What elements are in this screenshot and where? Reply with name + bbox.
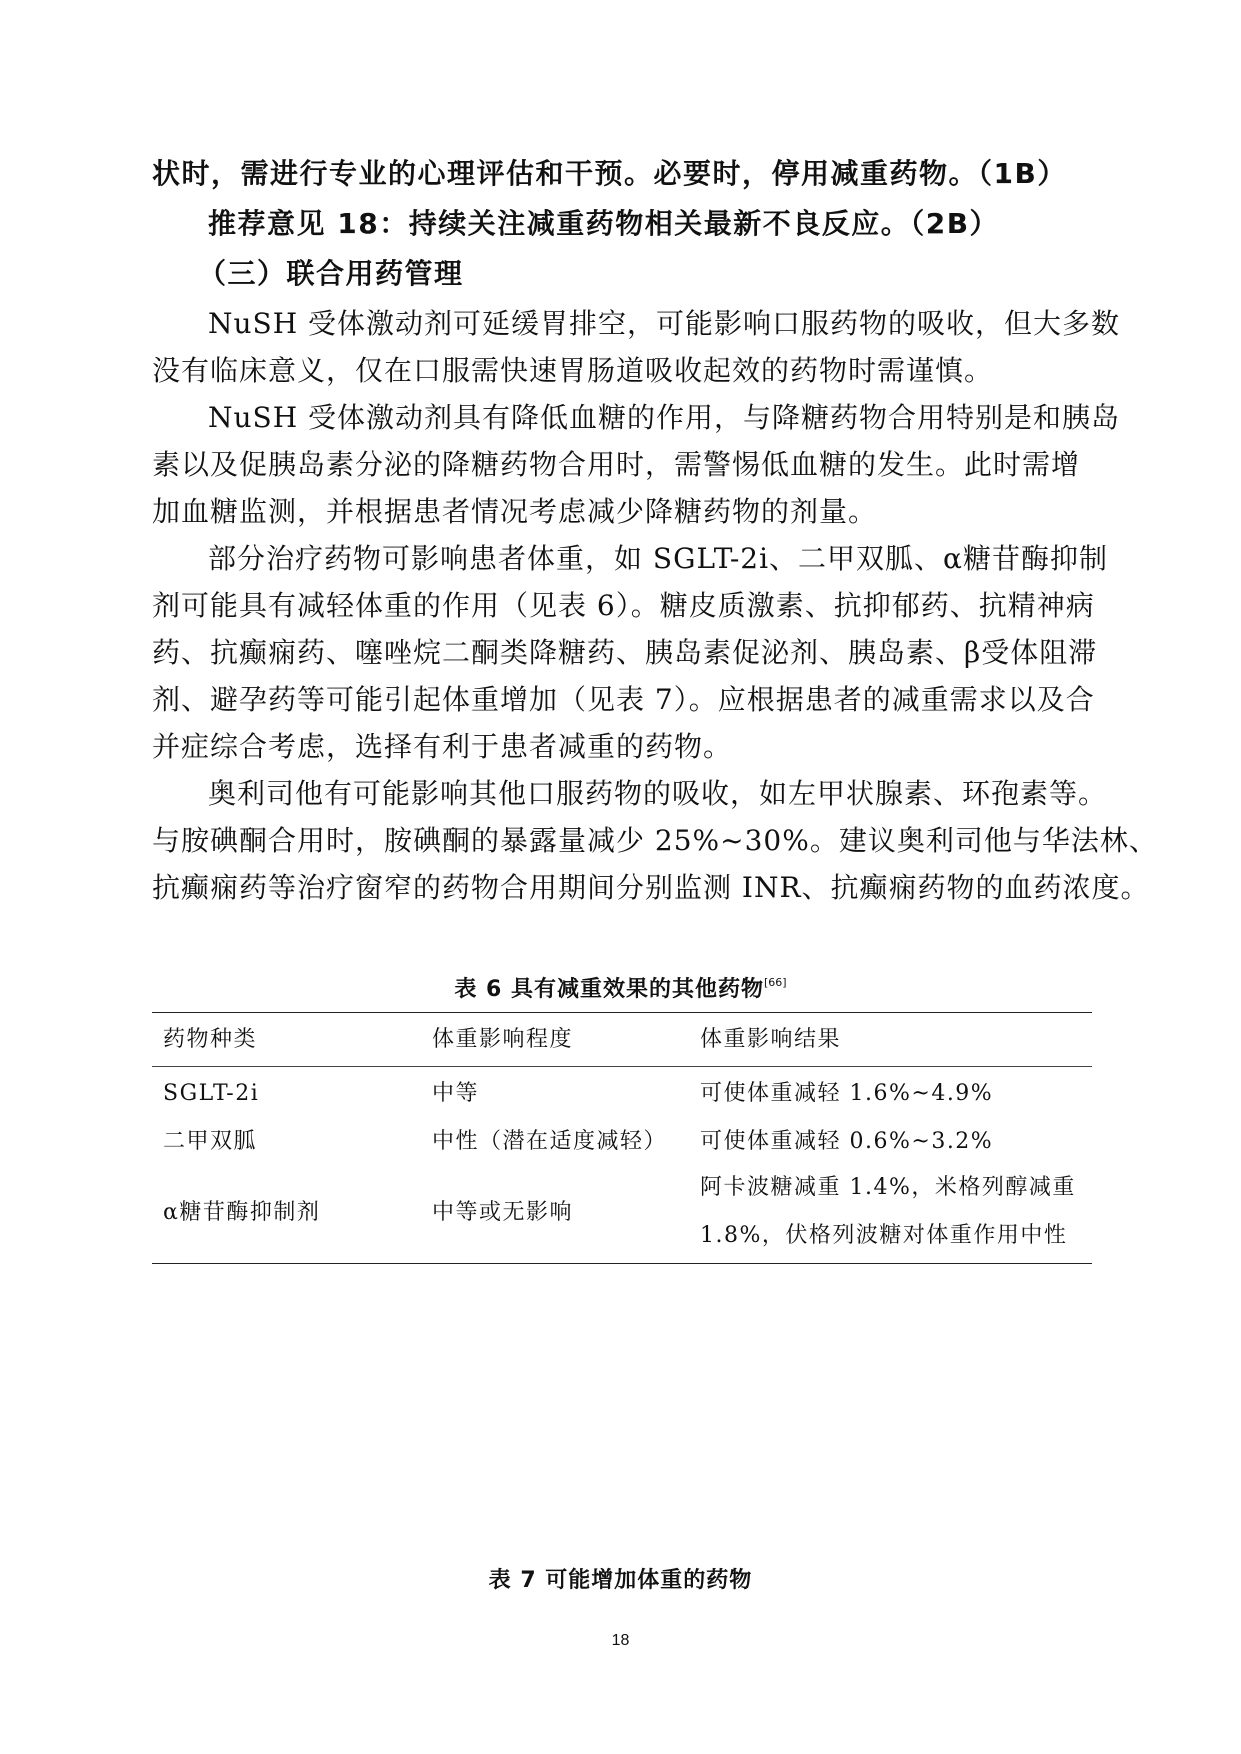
paragraph-line: 加血糖监测，并根据患者情况考虑减少降糖药物的剂量。 [152, 495, 878, 528]
table6-cell-result: 可使体重减轻 0.6%~3.2% [700, 1129, 994, 1154]
recommendation-18: 推荐意见 18：持续关注减重药物相关最新不良反应。（2B） [208, 207, 1000, 240]
paragraph-line: 部分治疗药物可影响患者体重，如 SGLT-2i、二甲双胍、α糖苷酶抑制 [208, 542, 1108, 575]
table6-cell-result: 可使体重减轻 1.6%~4.9% [700, 1081, 994, 1106]
page-number: 18 [611, 1632, 630, 1649]
table6-header-degree: 体重影响程度 [432, 1027, 574, 1052]
table7-caption: 表 7 可能增加体重的药物 [488, 1568, 753, 1593]
table6-cell-degree: 中等 [432, 1081, 480, 1106]
table6-cell-degree: 中等或无影响 [432, 1200, 574, 1225]
table6-cell-drug: 二甲双胍 [163, 1129, 258, 1154]
table6-header-rule [152, 1066, 1092, 1067]
table6-cell-result: 阿卡波糖减重 1.4%，米格列醇减重 [700, 1175, 1076, 1200]
table6-caption [0, 968, 1241, 1005]
table6-header-drug: 药物种类 [163, 1027, 258, 1052]
paragraph-line: 素以及促胰岛素分泌的降糖药物合用时，需警惕低血糖的发生。此时需增 [152, 448, 1081, 481]
table6-reference: [66] [764, 976, 787, 989]
paragraph-line: NuSH 受体激动剂可延缓胃排空，可能影响口服药物的吸收，但大多数 [208, 307, 1121, 340]
table6-cell-result: 1.8%，伏格列波糖对体重作用中性 [700, 1223, 1068, 1248]
paragraph-line: 奥利司他有可能影响其他口服药物的吸收，如左甲状腺素、环孢素等。 [208, 777, 1108, 810]
paragraph-line: 并症综合考虑，选择有利于患者减重的药物。 [152, 730, 733, 763]
table6-bottom-rule [152, 1263, 1092, 1264]
table6-cell-drug: SGLT-2i [163, 1081, 260, 1106]
table6-header-result: 体重影响结果 [700, 1027, 842, 1052]
table6-top-rule [152, 1012, 1092, 1013]
body-line: 状时，需进行专业的心理评估和干预。必要时，停用减重药物。（1B） [152, 157, 1067, 190]
paragraph-line: 剂、避孕药等可能引起体重增加（见表 7）。应根据患者的减重需求以及合 [152, 683, 1095, 716]
table6-cell-drug: α糖苷酶抑制剂 [163, 1200, 321, 1225]
table6-cell-degree: 中性（潜在适度减轻） [432, 1129, 668, 1154]
paragraph-line: 没有临床意义，仅在口服需快速胃肠道吸收起效的药物时需谨慎。 [152, 354, 994, 387]
paragraph-line: 与胺碘酮合用时，胺碘酮的暴露量减少 25%~30%。建议奥利司他与华法林、 [152, 824, 1158, 857]
paragraph-line: 药、抗癫痫药、噻唑烷二酮类降糖药、胰岛素促泌剂、胰岛素、β受体阻滞 [152, 636, 1098, 669]
paragraph-line: NuSH 受体激动剂具有降低血糖的作用，与降糖药物合用特别是和胰岛 [208, 401, 1121, 434]
section-heading: （三）联合用药管理 [198, 257, 464, 290]
paragraph-line: 抗癫痫药等治疗窗窄的药物合用期间分别监测 INR、抗癫痫药物的血药浓度。 [152, 871, 1150, 904]
table6-caption-text: 表 6 具有减重效果的其他药物 [454, 977, 765, 1002]
paragraph-line: 剂可能具有减轻体重的作用（见表 6）。糖皮质激素、抗抑郁药、抗精神病 [152, 589, 1095, 622]
